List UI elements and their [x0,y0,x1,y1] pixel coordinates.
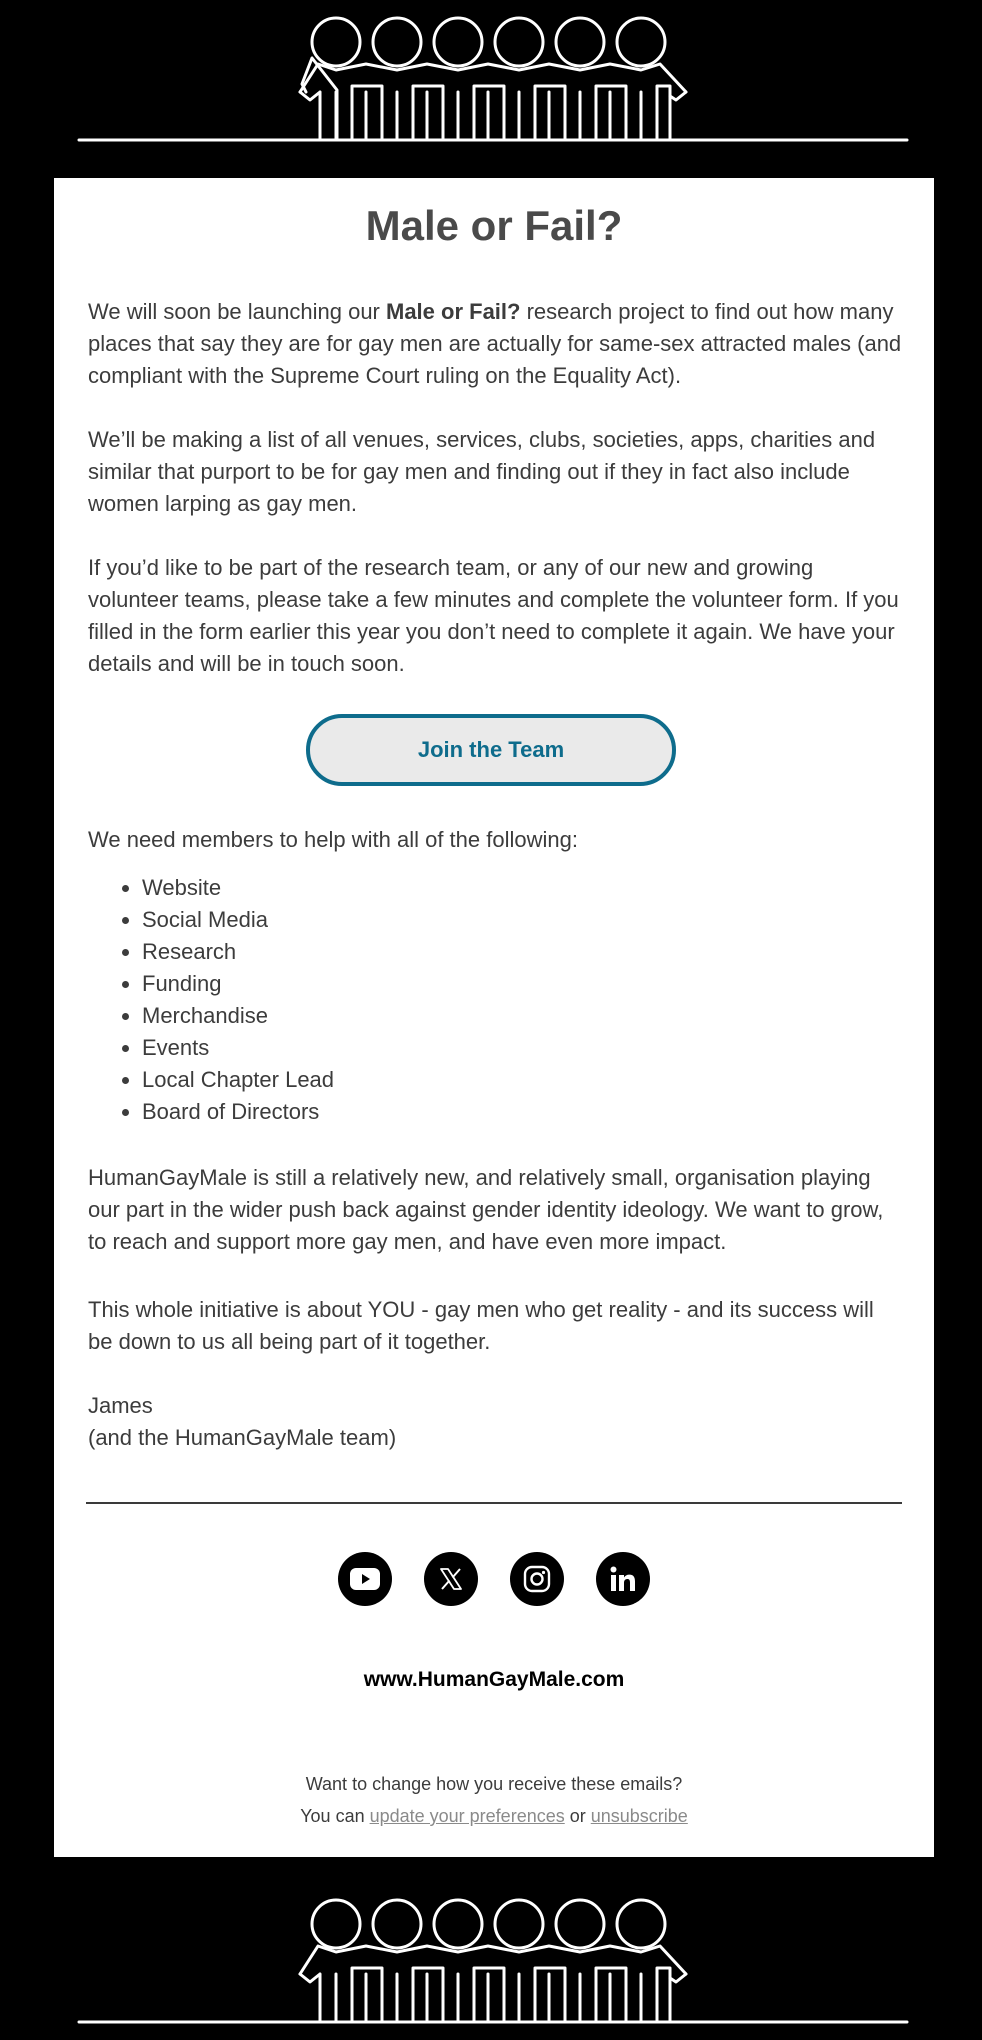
website-link[interactable]: www.HumanGayMale.com [363,1668,625,1691]
list-item: • Board of Directors [142,1096,334,1128]
initiative-paragraph: This whole initiative is about YOU - gay men who get reality - and its success will be down to us all being part of it together. [88,1297,874,1354]
list-item: • Funding [142,968,334,1000]
signoff-name: James [88,1393,153,1418]
list-item: • Social Media [142,904,334,936]
instagram-link[interactable] [510,1552,564,1606]
linkedin-icon [609,1565,637,1593]
social-links [338,1552,658,1606]
roles-list [88,872,334,1128]
email-card [54,178,934,1857]
intro-project-name: Male or Fail? [386,299,521,324]
venues-paragraph: We’ll be making a list of all venues, services, clubs, societies, apps, charities and similar that purport to be for gay men and finding out if they in fact also include women larping as gay men. [88,427,876,516]
youtube-icon [350,1568,380,1590]
preferences-line [54,1800,934,1832]
x-icon [438,1566,464,1592]
divider [86,1502,902,1504]
intro-text-after: research project to find out how many places that say they are for gay men are actually for same-sex attracted males (and compliant with the Supreme Court ruling on the Equality Act). [88,299,902,388]
list-item: • Local Chapter Lead [142,1064,334,1096]
or-text: or [564,1806,591,1826]
email-title: Male or Fail? [365,202,623,249]
header-banner [0,0,982,178]
x-link[interactable] [424,1552,478,1606]
list-item: • Website [142,872,334,904]
change-prompt: Want to change how you receive these emails? [305,1774,683,1794]
signoff [88,1390,903,1454]
list-item: • Merchandise [142,1000,334,1032]
linkedin-link[interactable] [596,1552,650,1606]
email-preferences-footer [54,1768,934,1832]
instagram-icon [523,1565,551,1593]
signoff-team: (and the HumanGayMale team) [88,1425,397,1450]
intro-text-before: We will soon be launching our [88,299,386,324]
list-item: • Research [142,936,334,968]
join-team-button[interactable]: Join the Team [306,714,676,786]
unsubscribe-link[interactable]: unsubscribe [590,1806,688,1826]
logo-figures-icon [0,1858,982,2036]
footer-banner [0,1858,982,2036]
organisation-paragraph: HumanGayMale is still a relatively new, and relatively small, organisation playing our part in the wider push back against gender identity ideology. We want to grow, to reach and support more gay men, and have even more impact. [88,1165,884,1254]
volunteer-paragraph: If you’d like to be part of the research team, or any of our new and growing volunteer teams, please take a few minutes and complete the volunteer form. If you filled in the form earlier this year you don’t need to complete it again. We have your details and will be in touch soon. [88,555,899,676]
you-can-text: You can [300,1806,370,1826]
update-preferences-link[interactable]: update your preferences [369,1806,565,1826]
youtube-link[interactable] [338,1552,392,1606]
logo-figures-icon [0,0,982,178]
list-item: • Events [142,1032,334,1064]
list-intro: We need members to help with all of the following: [88,827,578,852]
intro-paragraph [88,296,903,392]
